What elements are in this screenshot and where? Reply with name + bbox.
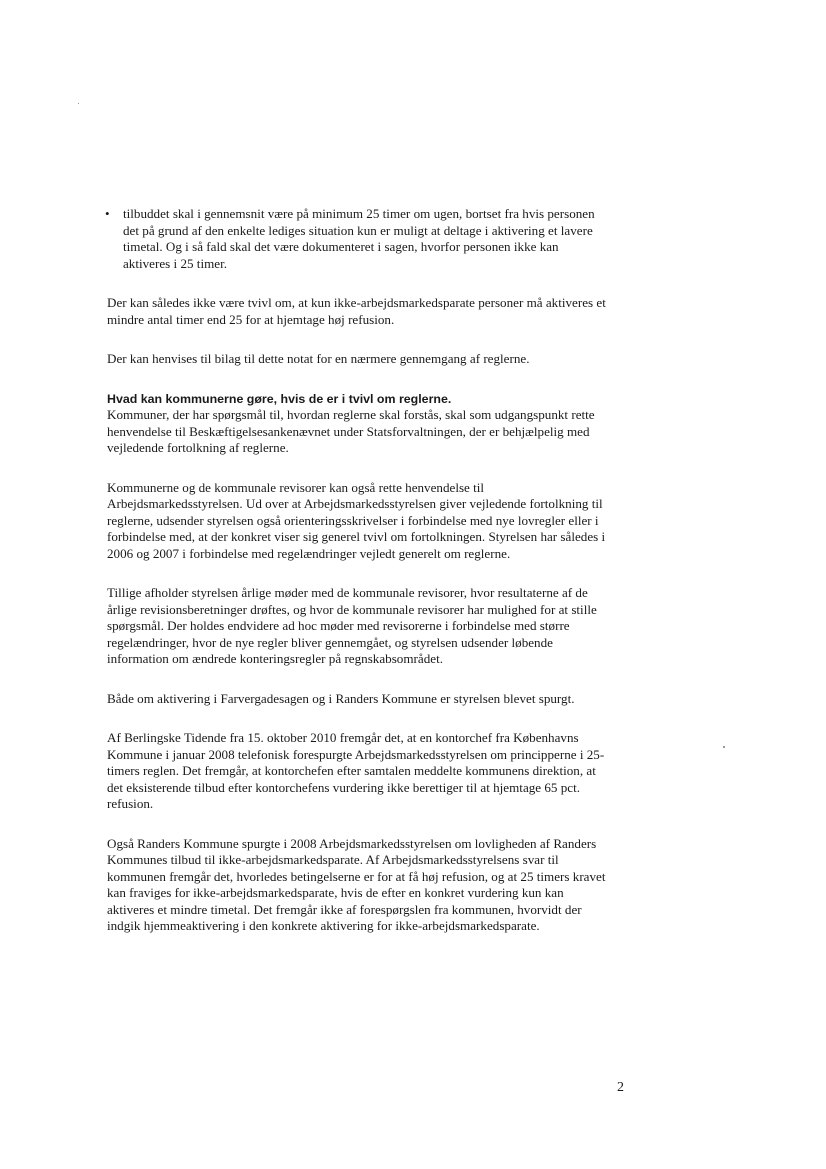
paragraph-1: Der kan således ikke være tvivl om, at kun ikke-arbejdsmarkedsparate personer må aktiveres et mindre antal timer end 25 for at hjemtage høj refusion. bbox=[107, 295, 606, 327]
paragraph-3: Kommuner, der har spørgsmål til, hvordan reglerne skal forstås, skal som udgangspunkt rette henvendelse til Beskæftigelsesankenævnet under Statsforvaltningen, der er behjælpelig med vejledende fortolkning af reglerne. bbox=[107, 407, 595, 455]
scan-speck bbox=[723, 746, 725, 748]
paragraph-8: Også Randers Kommune spurgte i 2008 Arbejdsmarkedsstyrelsen om lovligheden af Randers Kommunes tilbud til ikke-arbejdsmarkedsparate. Af Arbejdsmarkedsstyrelsens svar til kommunen fremgår det, hvorledes betingelserne er for at få høj refusion, og at 25 timers kravet kan fraviges for ikke-arbejdsmarkedsparate, hvis de efter en konkret vurdering kun kan aktiveres et mindre timetal. Det fremgår ikke af forespørgslen fra kommunen, hvorvidt der indgik hjemmeaktivering i den konkrete aktivering for ikke-arbejdsmarkedsparate. bbox=[107, 835, 606, 933]
paragraph-7: Af Berlingske Tidende fra 15. oktober 2010 fremgår det, at en kontorchef fra Københavns Kommune i januar 2008 telefonisk forespurgte Arbejdsmarkedsstyrelsen om principperne i 25-timers reglen. Det fremgår, at kontorchefen efter samtalen meddelte kommunens direktion, at det eksisterende tilbud efter kontorchefens vurdering ikke berettiger til at hjemtage 65 pct. refusion. bbox=[107, 730, 605, 811]
paragraph-2: Der kan henvises til bilag til dette notat for en nærmere gennemgang af reglerne. bbox=[107, 351, 530, 366]
paragraph-4: Kommunerne og de kommunale revisorer kan også rette henvendelse til Arbejdsmarkedsstyrelsen. Ud over at Arbejdsmarkedsstyrelsen giver vejledende fortolkning til reglerne, udsender styrelsen også orienteringsskrivelser i forbindelse med nye lovregler eller i forbindelse med, at der konkret viser sig generel tvivl om fortolkningen. Styrelsen har således i 2006 og 2007 i forbindelse med regelændringer vejledt generelt om reglerne. bbox=[107, 479, 606, 561]
paragraph-5: Tillige afholder styrelsen årlige møder med de kommunale revisorer, hvor resultaterne af de årlige revisionsberetninger drøftes, og hvor de kommunale revisorer har mulighed for at stille spørgsmål. Der holdes endvidere ad hoc møder med revisorerne i forbindelse med større regelændringer, hvor de nye regler bliver gennemgået, og styrelsen udsender løbende information om ændrede konteringsregler på regnskabsområdet. bbox=[107, 585, 597, 666]
paragraph-6: Både om aktivering i Farvergadesagen og i Randers Kommune er styrelsen blevet spurgt. bbox=[107, 690, 575, 706]
section-heading: Hvad kan kommunerne gøre, hvis de er i tvivl om reglerne. bbox=[107, 391, 452, 406]
bullet-text: tilbuddet skal i gennemsnit være på minimum 25 timer om ugen, bortset fra hvis personen det på grund af den enkelte lediges situation kun er muligt at deltage i aktivering et lavere timetal. Og i så fald skal det være dokumenteret i sagen, hvorfor personen ikke kan aktiveres i 25 timer. bbox=[123, 206, 595, 271]
document-body bbox=[107, 206, 607, 958]
scan-speck bbox=[78, 103, 79, 104]
bullet-list-item bbox=[107, 206, 607, 272]
bullet-icon: • bbox=[105, 206, 110, 221]
section-tvivl bbox=[107, 391, 607, 457]
page-number: 2 bbox=[617, 1080, 624, 1095]
